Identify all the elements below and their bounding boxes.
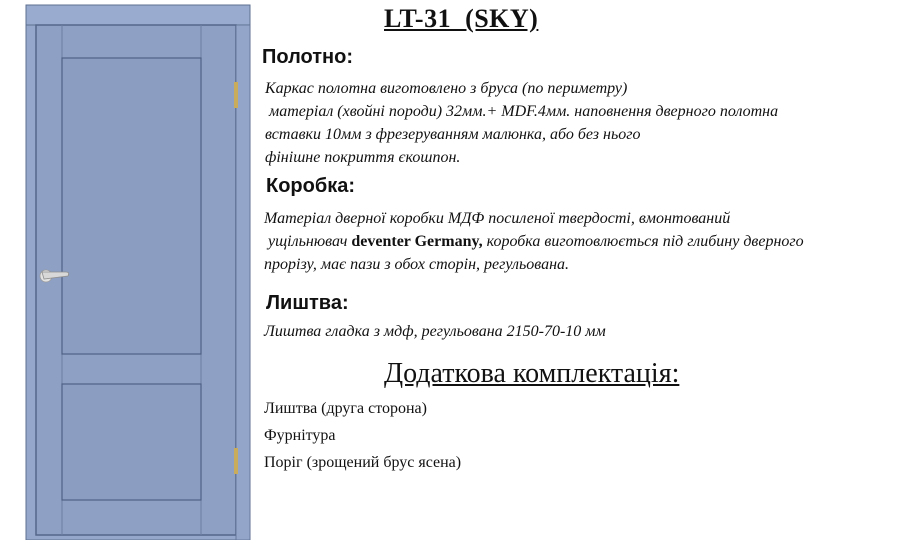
hinge-top [234,82,238,108]
polotno-line: Каркас полотна виготовлено з бруса (по периметру) [265,80,628,97]
extras-item: Поріг (зрощений брус ясена) [264,454,462,471]
door-lower-panel [62,384,201,500]
hinge-bottom [234,448,238,474]
product-title: LT-31 (SKY) [384,4,539,33]
extras-item: Фурнітура [264,427,336,444]
polotno-line: вставки 10мм з фрезеруванням малюнка, або без нього [265,126,641,143]
extras-list [264,397,461,478]
korobka-text: коробка виготовлюється під глибину дверного [482,233,804,250]
section-heading-korobka: Коробка: [266,175,356,197]
polotno-line: матеріал (хвойні породи) 32мм.+ MDF.4мм. наповнення дверного полотна [265,103,779,120]
door-upper-panel [62,58,201,354]
lyshtva-line: Лиштва гладка з мдф, регульована 2150-70-10 мм [264,323,606,340]
section-heading-lyshtva: Лиштва: [266,292,349,314]
extras-title: Додаткова комплектація: [384,358,680,389]
door-illustration [8,0,258,540]
lyshtva-description [264,320,606,343]
polotno-line: фінішне покриття єкошпон. [265,149,461,166]
korobka-description [264,207,804,276]
frame-top-bar [26,5,250,25]
section-heading-polotno: Полотно: [262,46,354,68]
polotno-description [265,77,778,169]
korobka-text: ущільнювач [264,233,352,250]
korobka-line [264,230,804,253]
extras-item: Лиштва (друга сторона) [264,400,427,417]
korobka-line: Матеріал дверної коробки МДФ посиленої твердості, вмонтований [264,210,731,227]
korobka-line: прорізу, має пази з обох сторін, регульована. [264,256,570,273]
seal-brand: deventer Germany, [351,233,483,250]
